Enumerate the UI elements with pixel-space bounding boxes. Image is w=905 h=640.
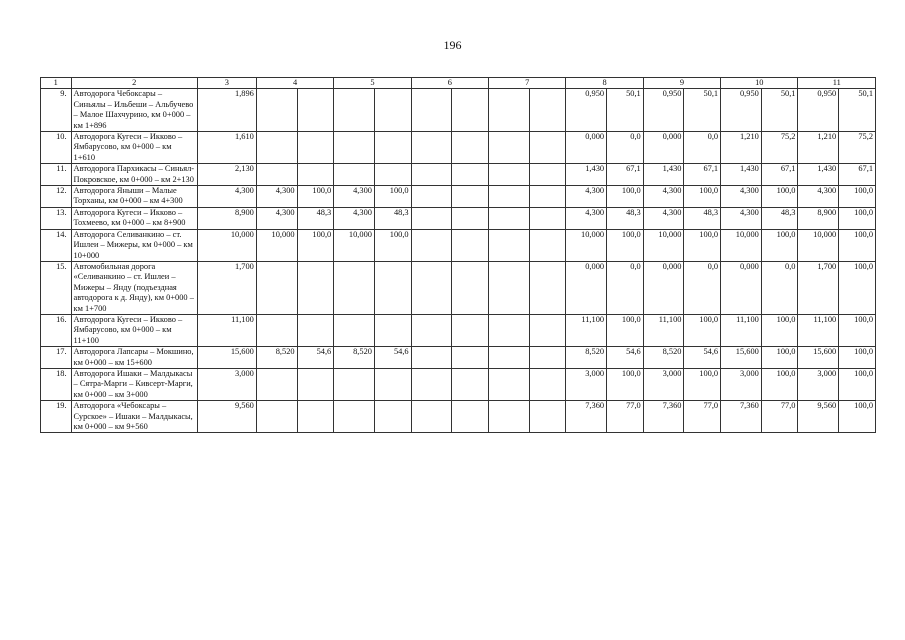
value-cell-c11a: 10,000: [798, 229, 839, 261]
row-number-cell: 17.: [41, 347, 72, 369]
value-cell-c10a: 10,000: [721, 229, 762, 261]
value-cell-c4b: 100,0: [297, 186, 334, 208]
header-cell: 2: [71, 78, 197, 89]
table-row: [41, 229, 876, 261]
value-cell-c5a: [334, 132, 375, 164]
value-cell-c10b: 0,0: [761, 261, 798, 314]
value-cell-c4b: 100,0: [297, 229, 334, 261]
value-cell-c5b: [374, 368, 411, 400]
value-cell-c11b: 100,0: [839, 207, 876, 229]
header-cell: 6: [411, 78, 488, 89]
value-cell-c11a: 1,700: [798, 261, 839, 314]
value-cell-c8b: 54,6: [607, 347, 644, 369]
value-cell-c8b: 77,0: [607, 401, 644, 433]
value-cell-c10b: 75,2: [761, 132, 798, 164]
value-cell-c8a: 3,000: [566, 368, 607, 400]
value-cell-c4b: [297, 132, 334, 164]
value-cell-c6a: [411, 186, 452, 208]
value-cell-c9b: 48,3: [684, 207, 721, 229]
value-cell-c10a: 4,300: [721, 186, 762, 208]
value-cell-c9a: 7,360: [643, 401, 684, 433]
value-cell-c9a: 4,300: [643, 207, 684, 229]
value-cell-c11b: 100,0: [839, 347, 876, 369]
table-row: [41, 89, 876, 132]
value-cell-c8a: 7,360: [566, 401, 607, 433]
value-cell-c8a: 0,000: [566, 132, 607, 164]
value-cell-c5b: 54,6: [374, 347, 411, 369]
value-cell-c8b: 100,0: [607, 229, 644, 261]
value-cell-c4a: 4,300: [256, 207, 297, 229]
road-name-cell: Автодорога «Чебоксары – Сурское» – Ишаки – Малдыкасы, км 0+000 – км 9+560: [71, 401, 197, 433]
value-cell-c10a: 1,430: [721, 164, 762, 186]
value-cell-c6b: [452, 186, 489, 208]
value-cell-c5b: [374, 89, 411, 132]
table-row: [41, 368, 876, 400]
value-cell-c4b: [297, 261, 334, 314]
value-cell-c6b: [452, 207, 489, 229]
value-cell-c5a: 10,000: [334, 229, 375, 261]
row-number-cell: 12.: [41, 186, 72, 208]
value-cell-c5a: [334, 164, 375, 186]
value-cell-c5b: 48,3: [374, 207, 411, 229]
value-cell-c10a: 7,360: [721, 401, 762, 433]
value-cell-c8b: 48,3: [607, 207, 644, 229]
value-cell-c4b: [297, 401, 334, 433]
value-cell-c5b: 100,0: [374, 186, 411, 208]
value-cell-c8a: 10,000: [566, 229, 607, 261]
header-cell: 5: [334, 78, 411, 89]
value-cell-c7b: [529, 207, 566, 229]
value-cell-c9a: 1,430: [643, 164, 684, 186]
value-cell-c6b: [452, 164, 489, 186]
value-cell-c3: 1,700: [197, 261, 256, 314]
value-cell-c11a: 4,300: [798, 186, 839, 208]
value-cell-c6a: [411, 347, 452, 369]
value-cell-c4b: [297, 368, 334, 400]
value-cell-c4a: [256, 314, 297, 346]
value-cell-c10a: 3,000: [721, 368, 762, 400]
value-cell-c3: 10,000: [197, 229, 256, 261]
road-name-cell: Автодорога Лапсары – Мокшино, км 0+000 – км 15+600: [71, 347, 197, 369]
value-cell-c10a: 0,000: [721, 261, 762, 314]
value-cell-c6b: [452, 314, 489, 346]
value-cell-c10a: 1,210: [721, 132, 762, 164]
value-cell-c11b: 75,2: [839, 132, 876, 164]
value-cell-c3: 1,896: [197, 89, 256, 132]
value-cell-c5b: [374, 314, 411, 346]
value-cell-c6b: [452, 89, 489, 132]
value-cell-c5b: [374, 164, 411, 186]
value-cell-c7a: [488, 314, 529, 346]
value-cell-c8b: 67,1: [607, 164, 644, 186]
value-cell-c10b: 100,0: [761, 186, 798, 208]
value-cell-c6a: [411, 261, 452, 314]
value-cell-c6b: [452, 132, 489, 164]
header-cell: 9: [643, 78, 720, 89]
value-cell-c7b: [529, 132, 566, 164]
value-cell-c11a: 1,430: [798, 164, 839, 186]
table-row: [41, 314, 876, 346]
value-cell-c3: 1,610: [197, 132, 256, 164]
table-row: [41, 132, 876, 164]
table-row: [41, 347, 876, 369]
value-cell-c7a: [488, 261, 529, 314]
value-cell-c8b: 100,0: [607, 368, 644, 400]
value-cell-c8a: 11,100: [566, 314, 607, 346]
value-cell-c5b: [374, 132, 411, 164]
value-cell-c3: 11,100: [197, 314, 256, 346]
value-cell-c10a: 4,300: [721, 207, 762, 229]
value-cell-c11a: 0,950: [798, 89, 839, 132]
value-cell-c3: 3,000: [197, 368, 256, 400]
value-cell-c11a: 3,000: [798, 368, 839, 400]
value-cell-c4a: [256, 164, 297, 186]
value-cell-c6b: [452, 261, 489, 314]
value-cell-c9b: 67,1: [684, 164, 721, 186]
header-cell: 1: [41, 78, 72, 89]
value-cell-c7b: [529, 314, 566, 346]
value-cell-c9b: 100,0: [684, 229, 721, 261]
value-cell-c11a: 8,900: [798, 207, 839, 229]
value-cell-c8a: 1,430: [566, 164, 607, 186]
value-cell-c7b: [529, 229, 566, 261]
value-cell-c7a: [488, 229, 529, 261]
value-cell-c4a: [256, 132, 297, 164]
value-cell-c5a: [334, 368, 375, 400]
value-cell-c11b: 100,0: [839, 229, 876, 261]
road-name-cell: Автодорога Кугеси – Икково – Ямбарусово, км 0+000 – км 11+100: [71, 314, 197, 346]
value-cell-c4b: 48,3: [297, 207, 334, 229]
value-cell-c9a: 0,950: [643, 89, 684, 132]
road-name-cell: Автодорога Яныши – Малые Торханы, км 0+000 – км 4+300: [71, 186, 197, 208]
road-name-cell: Автодорога Ишаки – Малдыкасы – Сятра-Марги – Кивсерт-Марги, км 0+000 – км 3+000: [71, 368, 197, 400]
value-cell-c6a: [411, 401, 452, 433]
value-cell-c3: 15,600: [197, 347, 256, 369]
value-cell-c10b: 100,0: [761, 314, 798, 346]
value-cell-c11b: 50,1: [839, 89, 876, 132]
value-cell-c5a: 4,300: [334, 207, 375, 229]
value-cell-c6b: [452, 229, 489, 261]
value-cell-c6a: [411, 368, 452, 400]
value-cell-c4a: 10,000: [256, 229, 297, 261]
row-number-cell: 10.: [41, 132, 72, 164]
value-cell-c7b: [529, 347, 566, 369]
value-cell-c7a: [488, 89, 529, 132]
value-cell-c9b: 100,0: [684, 314, 721, 346]
value-cell-c9b: 54,6: [684, 347, 721, 369]
value-cell-c6b: [452, 347, 489, 369]
value-cell-c11a: 15,600: [798, 347, 839, 369]
road-name-cell: Автомобильная дорога «Селиванкино – ст. Ишлеи – Мижеры – Янду (подъездная автодорога к д. Янду), км 0+000 – км 1+700: [71, 261, 197, 314]
value-cell-c10b: 67,1: [761, 164, 798, 186]
value-cell-c9a: 0,000: [643, 261, 684, 314]
value-cell-c7b: [529, 368, 566, 400]
table-row: [41, 261, 876, 314]
value-cell-c4a: [256, 261, 297, 314]
table-row: [41, 164, 876, 186]
value-cell-c8a: 0,000: [566, 261, 607, 314]
header-cell: 7: [488, 78, 565, 89]
value-cell-c5a: [334, 89, 375, 132]
value-cell-c7b: [529, 89, 566, 132]
value-cell-c3: 9,560: [197, 401, 256, 433]
header-cell: 10: [721, 78, 798, 89]
row-number-cell: 13.: [41, 207, 72, 229]
value-cell-c9b: 0,0: [684, 132, 721, 164]
table-body: [41, 89, 876, 433]
value-cell-c6a: [411, 132, 452, 164]
value-cell-c4a: [256, 368, 297, 400]
value-cell-c10b: 100,0: [761, 368, 798, 400]
value-cell-c9b: 0,0: [684, 261, 721, 314]
value-cell-c9a: 4,300: [643, 186, 684, 208]
road-name-cell: Автодорога Кугеси – Икково – Ямбарусово, км 0+000 – км 1+610: [71, 132, 197, 164]
row-number-cell: 15.: [41, 261, 72, 314]
table-row: [41, 207, 876, 229]
table-row: [41, 186, 876, 208]
value-cell-c5a: [334, 314, 375, 346]
value-cell-c4b: [297, 164, 334, 186]
value-cell-c6a: [411, 207, 452, 229]
value-cell-c4a: [256, 401, 297, 433]
value-cell-c7a: [488, 207, 529, 229]
road-name-cell: Автодорога Пархикасы – Синьял-Покровское, км 0+000 – км 2+130: [71, 164, 197, 186]
value-cell-c3: 2,130: [197, 164, 256, 186]
value-cell-c7b: [529, 401, 566, 433]
row-number-cell: 11.: [41, 164, 72, 186]
value-cell-c6a: [411, 314, 452, 346]
page-number: 196: [443, 38, 462, 52]
value-cell-c11a: 9,560: [798, 401, 839, 433]
value-cell-c7a: [488, 164, 529, 186]
row-number-cell: 18.: [41, 368, 72, 400]
value-cell-c10b: 100,0: [761, 229, 798, 261]
value-cell-c8a: 8,520: [566, 347, 607, 369]
header-cell: 11: [798, 78, 876, 89]
value-cell-c4a: 4,300: [256, 186, 297, 208]
table-row: [41, 401, 876, 433]
value-cell-c7b: [529, 261, 566, 314]
row-number-cell: 19.: [41, 401, 72, 433]
value-cell-c8a: 4,300: [566, 186, 607, 208]
row-number-cell: 9.: [41, 89, 72, 132]
row-number-cell: 14.: [41, 229, 72, 261]
value-cell-c8b: 50,1: [607, 89, 644, 132]
value-cell-c7b: [529, 164, 566, 186]
value-cell-c10b: 77,0: [761, 401, 798, 433]
value-cell-c10a: 0,950: [721, 89, 762, 132]
value-cell-c5b: [374, 261, 411, 314]
value-cell-c5b: [374, 401, 411, 433]
header-cell: 8: [566, 78, 643, 89]
value-cell-c5a: 8,520: [334, 347, 375, 369]
value-cell-c10b: 48,3: [761, 207, 798, 229]
value-cell-c5b: 100,0: [374, 229, 411, 261]
value-cell-c9a: 3,000: [643, 368, 684, 400]
value-cell-c9b: 100,0: [684, 368, 721, 400]
value-cell-c7b: [529, 186, 566, 208]
value-cell-c5a: [334, 261, 375, 314]
value-cell-c8b: 0,0: [607, 132, 644, 164]
value-cell-c8a: 0,950: [566, 89, 607, 132]
value-cell-c6b: [452, 368, 489, 400]
value-cell-c9b: 100,0: [684, 186, 721, 208]
value-cell-c9a: 11,100: [643, 314, 684, 346]
value-cell-c10a: 11,100: [721, 314, 762, 346]
value-cell-c5a: 4,300: [334, 186, 375, 208]
value-cell-c6b: [452, 401, 489, 433]
road-name-cell: Автодорога Кугеси – Икково – Тохмеево, км 0+000 – км 8+900: [71, 207, 197, 229]
value-cell-c7a: [488, 186, 529, 208]
value-cell-c9a: 0,000: [643, 132, 684, 164]
value-cell-c4a: [256, 89, 297, 132]
value-cell-c8b: 100,0: [607, 186, 644, 208]
value-cell-c8a: 4,300: [566, 207, 607, 229]
value-cell-c4a: 8,520: [256, 347, 297, 369]
value-cell-c7a: [488, 401, 529, 433]
value-cell-c7a: [488, 347, 529, 369]
header-cell: 4: [256, 78, 333, 89]
header-cell: 3: [197, 78, 256, 89]
value-cell-c4b: [297, 314, 334, 346]
value-cell-c8b: 100,0: [607, 314, 644, 346]
road-name-cell: Автодорога Селиванкино – ст. Ишлеи – Мижеры, км 0+000 – км 10+000: [71, 229, 197, 261]
value-cell-c11b: 100,0: [839, 401, 876, 433]
row-number-cell: 16.: [41, 314, 72, 346]
value-cell-c7a: [488, 132, 529, 164]
value-cell-c10b: 100,0: [761, 347, 798, 369]
value-cell-c3: 8,900: [197, 207, 256, 229]
value-cell-c5a: [334, 401, 375, 433]
value-cell-c10a: 15,600: [721, 347, 762, 369]
value-cell-c3: 4,300: [197, 186, 256, 208]
value-cell-c9b: 77,0: [684, 401, 721, 433]
value-cell-c9b: 50,1: [684, 89, 721, 132]
roads-table: [40, 77, 876, 433]
value-cell-c6a: [411, 164, 452, 186]
table-header-row: [41, 78, 876, 89]
value-cell-c11a: 1,210: [798, 132, 839, 164]
value-cell-c6a: [411, 229, 452, 261]
value-cell-c11b: 100,0: [839, 186, 876, 208]
value-cell-c9a: 10,000: [643, 229, 684, 261]
value-cell-c11b: 100,0: [839, 368, 876, 400]
value-cell-c11a: 11,100: [798, 314, 839, 346]
value-cell-c6a: [411, 89, 452, 132]
value-cell-c8b: 0,0: [607, 261, 644, 314]
value-cell-c7a: [488, 368, 529, 400]
road-name-cell: Автодорога Чебоксары – Синьялы – Ильбеши – Альбучево – Малое Шахчурино, км 0+000 – км 1+896: [71, 89, 197, 132]
value-cell-c4b: 54,6: [297, 347, 334, 369]
value-cell-c9a: 8,520: [643, 347, 684, 369]
value-cell-c11b: 100,0: [839, 261, 876, 314]
value-cell-c11b: 67,1: [839, 164, 876, 186]
value-cell-c10b: 50,1: [761, 89, 798, 132]
value-cell-c4b: [297, 89, 334, 132]
value-cell-c11b: 100,0: [839, 314, 876, 346]
